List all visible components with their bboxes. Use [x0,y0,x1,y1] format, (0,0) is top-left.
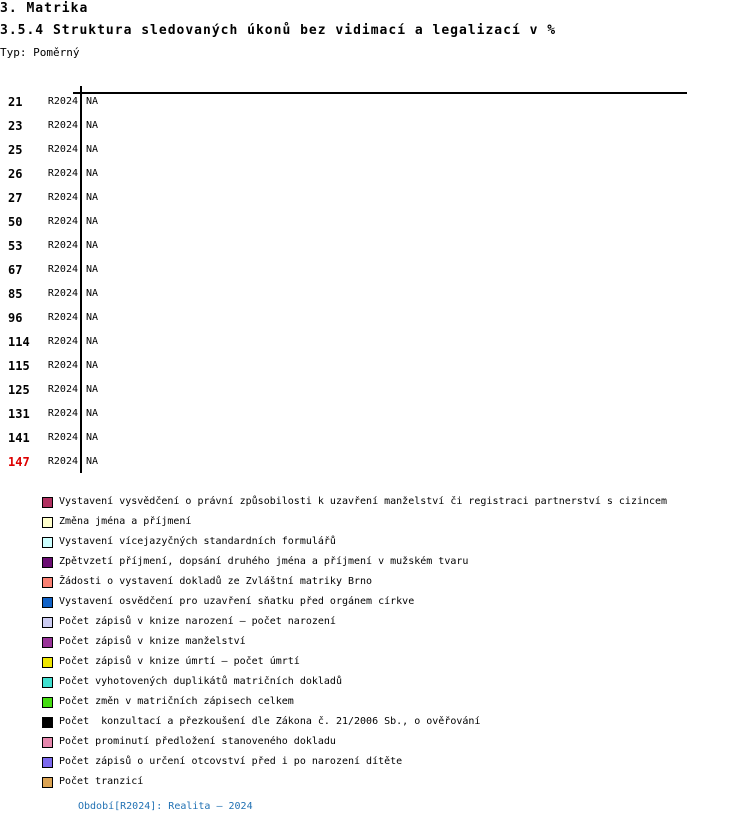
legend-swatch [42,777,53,788]
legend-label: Počet změn v matričních zápisech celkem [59,696,294,707]
legend-item [42,756,402,768]
legend-swatch [42,697,53,708]
legend-label: Počet konzultací a přezkoušení dle Zákona č. 21/2006 Sb., o ověřování [59,716,481,727]
row-category-code: 85 [8,287,23,301]
row-value: NA [86,456,99,467]
row-category-code: 26 [8,167,23,181]
row-value: NA [86,384,99,395]
row-period-label: R2024 [47,432,78,443]
legend-swatch [42,597,53,608]
row-period-label: R2024 [47,456,78,467]
row-period-label: R2024 [47,96,78,107]
row-value: NA [86,192,99,203]
row-period-label: R2024 [47,264,78,275]
table-row [0,263,750,277]
row-period-label: R2024 [47,120,78,131]
legend-swatch [42,577,53,588]
legend-label: Počet vyhotovených duplikátů matričních dokladů [59,676,342,687]
legend-label: Vystavení vícejazyčných standardních formulářů [59,536,336,547]
legend-item [42,536,336,548]
table-row [0,335,750,349]
legend-item [42,556,468,568]
row-category-code: 27 [8,191,23,205]
row-category-code: 131 [8,407,30,421]
row-value: NA [86,168,99,179]
row-category-code: 50 [8,215,23,229]
legend-item [42,616,336,628]
row-period-label: R2024 [47,144,78,155]
row-value: NA [86,312,99,323]
row-category-code: 96 [8,311,23,325]
table-row [0,311,750,325]
row-value: NA [86,336,99,347]
row-category-code: 21 [8,95,23,109]
legend-label: Zpětvzetí příjmení, dopsání druhého jména a příjmení v mužském tvaru [59,556,469,567]
legend-item [42,656,300,668]
row-value: NA [86,120,99,131]
row-period-label: R2024 [47,216,78,227]
chart-type-label: Typ: Poměrný [0,46,80,59]
x-axis-line [73,92,687,94]
table-row [0,143,750,157]
row-category-code: 67 [8,263,23,277]
table-row [0,191,750,205]
table-row [0,359,750,373]
legend-label: Počet zápisů v knize manželství [59,636,246,647]
row-value: NA [86,216,99,227]
row-value: NA [86,432,99,443]
table-row [0,215,750,229]
legend-swatch [42,517,53,528]
legend-label: Počet prominutí předložení stanoveného dokladu [59,736,336,747]
table-row [0,167,750,181]
table-row [0,383,750,397]
legend-swatch [42,497,53,508]
table-row [0,95,750,109]
row-period-label: R2024 [47,336,78,347]
legend-item [42,496,667,508]
legend-item [42,636,246,648]
chart-title: 3.5.4 Struktura sledovaných úkonů bez vidimací a legalizací v % [0,23,557,38]
row-period-label: R2024 [47,168,78,179]
legend-swatch [42,537,53,548]
period-caption: Období[R2024]: Realita – 2024 [78,801,253,812]
legend-swatch [42,617,53,628]
legend-item [42,576,372,588]
row-value: NA [86,360,99,371]
row-period-label: R2024 [47,240,78,251]
row-period-label: R2024 [47,192,78,203]
row-value: NA [86,240,99,251]
row-category-code: 114 [8,335,30,349]
row-value: NA [86,144,99,155]
row-period-label: R2024 [47,384,78,395]
legend-item [42,736,336,748]
table-row [0,431,750,445]
table-row [0,455,750,469]
legend-item [42,776,143,788]
row-category-code: 125 [8,383,30,397]
row-period-label: R2024 [47,288,78,299]
legend-label: Žádosti o vystavení dokladů ze Zvláštní matriky Brno [59,576,373,587]
row-period-label: R2024 [47,408,78,419]
legend-label: Počet zápisů v knize narození – počet narození [59,616,336,627]
table-row [0,407,750,421]
row-value: NA [86,288,99,299]
section-title: 3. Matrika [0,1,89,16]
legend-item [42,676,342,688]
table-row [0,119,750,133]
row-category-code: 141 [8,431,30,445]
legend-swatch [42,557,53,568]
legend-item [42,516,191,528]
row-period-label: R2024 [47,312,78,323]
legend-swatch [42,757,53,768]
row-category-code: 23 [8,119,23,133]
table-row [0,287,750,301]
legend-swatch [42,637,53,648]
legend-label: Počet tranzicí [59,776,144,787]
row-category-code: 25 [8,143,23,157]
legend-item [42,596,414,608]
legend-item [42,696,294,708]
legend-label: Vystavení vysvědčení o právní způsobilosti k uzavření manželství či registraci partnerství s cizincem [59,496,668,507]
row-category-code: 147 [8,455,30,469]
legend-swatch [42,657,53,668]
legend-label: Počet zápisů o určení otcovství před i po narození dítěte [59,756,403,767]
row-period-label: R2024 [47,360,78,371]
legend-swatch [42,737,53,748]
row-value: NA [86,96,99,107]
legend-label: Vystavení osvědčení pro uzavření sňatku před orgánem církve [59,596,415,607]
row-value: NA [86,408,99,419]
legend-label: Změna jména a příjmení [59,516,192,527]
legend-label: Počet zápisů v knize úmrtí – počet úmrtí [59,656,300,667]
table-row [0,239,750,253]
legend-swatch [42,717,53,728]
row-category-code: 53 [8,239,23,253]
row-category-code: 115 [8,359,30,373]
row-value: NA [86,264,99,275]
legend-item [42,716,480,728]
legend-swatch [42,677,53,688]
